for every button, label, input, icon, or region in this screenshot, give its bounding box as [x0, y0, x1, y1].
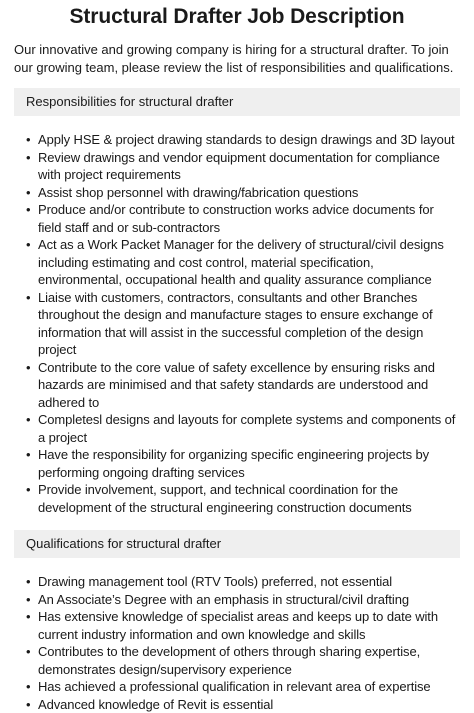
list-item-text: Apply HSE & project drawing standards to design drawings and 3D layout: [38, 132, 454, 147]
bullet-icon: •: [26, 643, 30, 661]
list-item: [20, 131, 460, 149]
bullet-icon: •: [26, 696, 30, 713]
responsibilities-list: [14, 131, 460, 516]
intro-paragraph: Our innovative and growing company is hiring for a structural drafter. To join our growing team, please review the list of responsibilities and qualifications.: [14, 41, 460, 77]
list-item: [20, 359, 460, 412]
list-item: [20, 201, 460, 236]
list-item: [20, 696, 460, 713]
list-item-text: Has extensive knowledge of specialist areas and keeps up to date with current industry information and own knowledge and skills: [38, 609, 438, 642]
list-item: [20, 184, 460, 202]
list-item-text: Assist shop personnel with drawing/fabrication questions: [38, 185, 358, 200]
bullet-icon: •: [26, 591, 30, 609]
list-item-text: Liaise with customers, contractors, consultants and other Branches throughout the design and manufacture stages to ensure exchange of information that will assist in the successful completion of the design project: [38, 290, 433, 358]
bullet-icon: •: [26, 289, 30, 307]
bullet-icon: •: [26, 678, 30, 696]
page-title: Structural Drafter Job Description: [14, 0, 460, 34]
list-item: [20, 446, 460, 481]
list-item-text: Drawing management tool (RTV Tools) preferred, not essential: [38, 574, 392, 589]
list-item-text: Have the responsibility for organizing specific engineering projects by performing ongoing drafting services: [38, 447, 429, 480]
list-item-text: Contributes to the development of others through sharing expertise, demonstrates design/supervisory experience: [38, 644, 420, 677]
list-item: [20, 481, 460, 516]
list-item-text: Advanced knowledge of Revit is essential: [38, 697, 273, 712]
list-item-text: Has achieved a professional qualification in relevant area of expertise: [38, 679, 431, 694]
bullet-icon: •: [26, 608, 30, 626]
list-item-text: Act as a Work Packet Manager for the delivery of structural/civil designs including estimating and cost control, material specification, environmental, occupational health and quality assurance compliance: [38, 237, 444, 287]
bullet-icon: •: [26, 184, 30, 202]
responsibilities-header: Responsibilities for structural drafter: [14, 88, 460, 116]
bullet-icon: •: [26, 573, 30, 591]
list-item: [20, 591, 460, 609]
bullet-icon: •: [26, 149, 30, 167]
bullet-icon: •: [26, 131, 30, 149]
list-item: [20, 236, 460, 289]
list-item-text: Contribute to the core value of safety excellence by ensuring risks and hazards are minimised and that safety standards are understood and adhered to: [38, 360, 435, 410]
qualifications-header: Qualifications for structural drafter: [14, 530, 460, 558]
list-item: [20, 573, 460, 591]
list-item: [20, 289, 460, 359]
bullet-icon: •: [26, 411, 30, 429]
bullet-icon: •: [26, 446, 30, 464]
bullet-icon: •: [26, 481, 30, 499]
list-item: [20, 678, 460, 696]
qualifications-list: [14, 573, 460, 713]
list-item: [20, 608, 460, 643]
bullet-icon: •: [26, 201, 30, 219]
list-item: [20, 643, 460, 678]
bullet-icon: •: [26, 359, 30, 377]
list-item-text: Provide involvement, support, and technical coordination for the development of the structural engineering construction documents: [38, 482, 412, 515]
list-item-text: An Associate’s Degree with an emphasis in structural/civil drafting: [38, 592, 409, 607]
bullet-icon: •: [26, 236, 30, 254]
list-item-text: Completesl designs and layouts for complete systems and components of a project: [38, 412, 455, 445]
list-item: [20, 411, 460, 446]
list-item-text: Review drawings and vendor equipment documentation for compliance with project requirements: [38, 150, 440, 183]
list-item: [20, 149, 460, 184]
list-item-text: Produce and/or contribute to construction works advice documents for field staff and or sub-contractors: [38, 202, 434, 235]
